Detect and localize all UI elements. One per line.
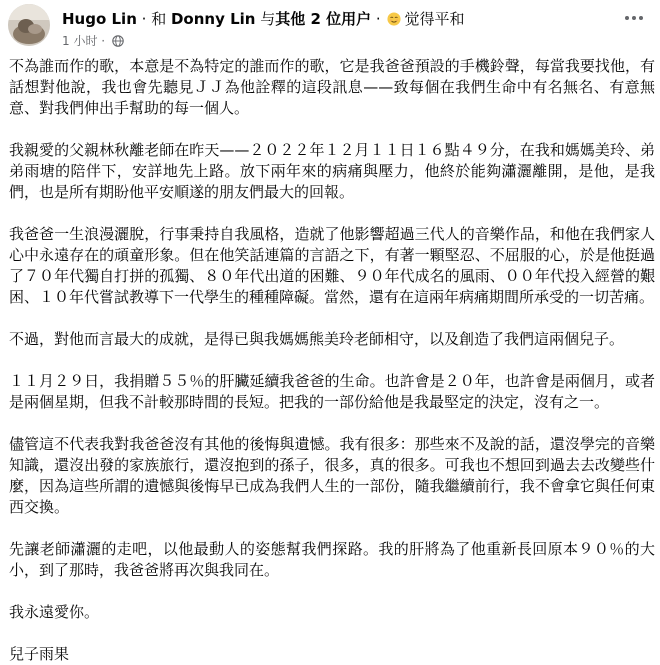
with-text: 与 xyxy=(255,10,276,28)
post-paragraph: 先讓老師瀟灑的走吧，以他最動人的姿態幫我們探路。我的肝將為了他重新長回原本９０％的大小，到了那時，我爸爸將再次與我同在。 xyxy=(9,540,655,579)
post-meta xyxy=(62,32,124,49)
header-separator: · 和 xyxy=(136,10,171,28)
post-paragraph: １１月２９日，我捐贈５５％的肝臟延續我爸爸的生命。也許會是２０年，也許會是兩個月，或者是兩個星期，但我不計較那時間的長短。把我的一部份給他是我最堅定的決定，沒有之一。 xyxy=(9,372,655,411)
post-paragraph: 我永遠愛你。 xyxy=(9,603,100,621)
post-paragraph: 我爸爸一生浪漫灑脫，行事秉持自我風格，造就了他影響超過三代人的音樂作品，和他在我們家人心中永遠存在的頑童形象。但在他笑話連篇的言語之下，有著一顆堅忍、不屈服的心，於是他挺過了７０年代獨自打拼的孤獨、８０年代出道的困難、９０年代成名的風雨、００年代投入經營的艱困、１０年代嘗試教導下一代學生的種種障礙。當然，還有在這兩年病痛期間所承受的一切苦痛。 xyxy=(9,225,655,306)
other-users-link[interactable]: 其他 2 位用户 xyxy=(275,10,372,28)
more-dot-icon xyxy=(625,16,629,20)
post-paragraph: 我親愛的父親林秋離老師在昨天——２０２２年１２月１１日１６點４９分，在我和媽媽美玲、弟弟雨塘的陪伴下，安詳地先上路。放下兩年來的病痛與壓力，他終於能夠瀟灑離開，是他，是我們，也是所有期盼他平安順遂的朋友們最大的回報。 xyxy=(9,141,655,201)
post-signature: 兒子雨果 xyxy=(9,645,70,663)
avatar-image xyxy=(8,4,50,46)
relieved-face-emoji-icon xyxy=(387,12,401,26)
post-paragraph: 不過，對他而言最大的成就，是得已與我媽媽熊美玲老師相守，以及創造了我們這兩個兒子。 xyxy=(9,330,625,348)
post-paragraph: 儘管這不代表我對我爸爸沒有其他的後悔與遺憾。我有很多：那些來不及說的話，還沒學完的音樂知識，還沒出發的家族旅行，還沒抱到的孫子，很多，真的很多。可我也不想回到過去去改變些什麼，因為這些所謂的遺憾與後悔早已成為我們人生的一部份，隨我繼續前行，我不會拿它與任何東西交換。 xyxy=(9,435,655,516)
post-paragraph: 不為誰而作的歌，本意是不為特定的誰而作的歌，它是我爸爸預設的手機鈴聲，每當我要找他，有話想對他說，我也會先聽見ＪＪ為他詮釋的這段訊息——致每個在我們生命中有名無名、有意無意、對我們伸出手幫助的每一個人。 xyxy=(9,57,655,117)
post-time[interactable]: 1 小时 xyxy=(62,34,98,48)
avatar[interactable] xyxy=(8,4,50,46)
post-header-line xyxy=(62,8,464,29)
more-dot-icon xyxy=(632,16,636,20)
post-header xyxy=(0,0,660,52)
author-name[interactable]: Hugo Lin xyxy=(62,10,137,28)
post-body xyxy=(9,56,655,665)
more-dot-icon xyxy=(639,16,643,20)
tagged-user-link[interactable]: Donny Lin xyxy=(170,10,256,28)
globe-icon[interactable] xyxy=(112,35,124,47)
feeling-text: 觉得平和 xyxy=(404,10,465,28)
more-options-button[interactable] xyxy=(620,8,648,28)
meta-separator: · xyxy=(97,34,109,48)
header-separator-2: · xyxy=(371,10,386,28)
